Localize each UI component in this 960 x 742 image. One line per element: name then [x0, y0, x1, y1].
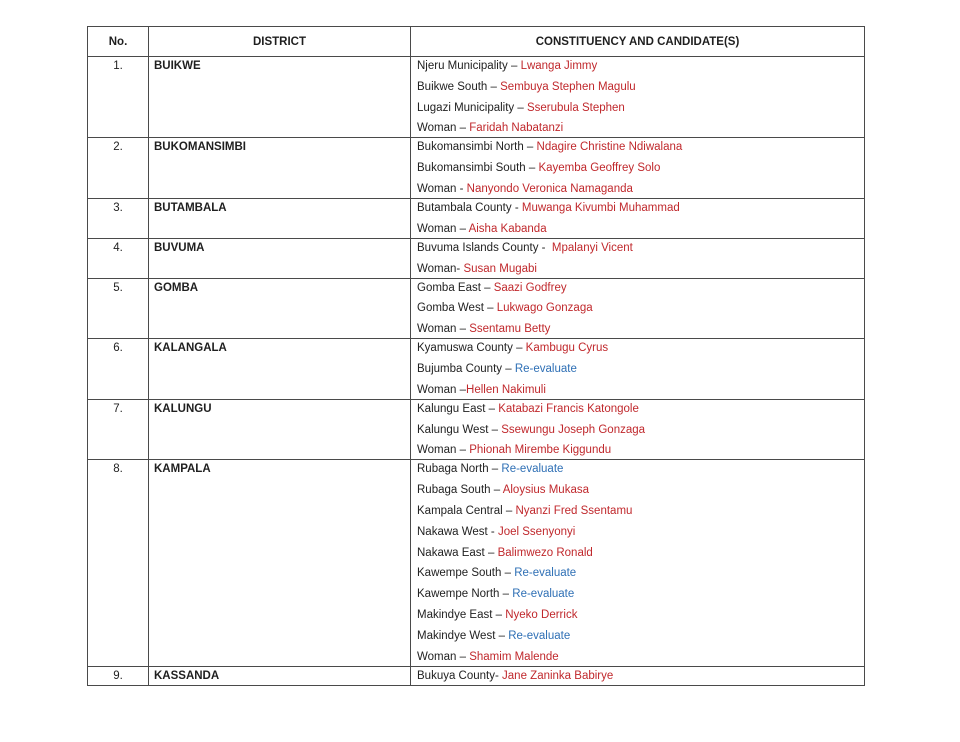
constituency-entry: [417, 421, 864, 442]
re-evaluate-status: Re-evaluate: [508, 629, 571, 642]
constituency-entry: [417, 260, 864, 278]
constituency-entry: [417, 460, 864, 481]
constituency-name: Woman: [417, 122, 457, 135]
constituency-entry: [417, 667, 864, 685]
district-name: BUKOMANSIMBI: [149, 138, 411, 199]
separator: –: [495, 629, 509, 642]
candidate-name: Nyanzi Fred Ssentamu: [515, 504, 633, 517]
constituency-name: Woman: [417, 222, 457, 235]
re-evaluate-status: Re-evaluate: [501, 463, 564, 476]
row-number: 4.: [88, 238, 149, 278]
constituency-name: Gomba East: [417, 281, 481, 294]
row-number: 6.: [88, 339, 149, 400]
candidate-name: Aisha Kabanda: [468, 222, 547, 235]
header-constituency: CONSTITUENCY AND CANDIDATE(S): [411, 27, 865, 57]
separator: –: [514, 101, 527, 114]
candidate-name: Mpalanyi Vicent: [551, 241, 633, 254]
separator: -: [511, 201, 522, 214]
constituency-name: Kalungu East: [417, 402, 486, 415]
candidate-name: Susan Mugabi: [463, 262, 537, 275]
constituency-name: Kalungu West: [417, 423, 489, 436]
row-number: 7.: [88, 399, 149, 460]
separator: –: [487, 80, 501, 93]
constituency-name: Makindye West: [417, 629, 496, 642]
constituency-name: Woman: [417, 182, 457, 195]
constituency-list: [411, 238, 865, 278]
constituency-list: [411, 57, 865, 138]
constituency-name: Bukomansimbi South: [417, 162, 526, 175]
table-row: [88, 138, 865, 199]
constituency-entry: [417, 502, 864, 523]
separator: –: [456, 444, 470, 457]
constituency-entry: [417, 606, 864, 627]
row-number: 8.: [88, 460, 149, 666]
constituency-entry: [417, 78, 864, 99]
separator: –: [523, 141, 537, 154]
candidate-name: Hellen Nakimuli: [466, 383, 546, 396]
re-evaluate-status: Re-evaluate: [514, 362, 577, 375]
constituency-entry: [417, 99, 864, 120]
constituency-entry: [417, 119, 864, 137]
table-row: [88, 666, 865, 685]
separator: -: [456, 182, 467, 195]
candidate-name: Jane Zaninka Babirye: [502, 669, 614, 682]
constituency-entry: [417, 339, 864, 360]
separator: –: [507, 60, 521, 72]
row-number: 2.: [88, 138, 149, 199]
constituency-name: Kawempe South: [417, 567, 502, 580]
constituency-name: Kyamuswa County: [417, 342, 513, 355]
separator: –: [499, 588, 513, 601]
constituency-entry: [417, 544, 864, 565]
candidate-name: Nyeko Derrick: [505, 608, 578, 621]
separator: -: [456, 262, 464, 275]
table-row: [88, 339, 865, 400]
candidate-name: Lukwago Gonzaga: [496, 302, 593, 315]
separator: –: [502, 504, 516, 517]
constituency-list: [411, 138, 865, 199]
table-row: [88, 57, 865, 138]
candidate-name: Phionah Mirembe Kiggundu: [469, 444, 612, 457]
candidates-table: [87, 26, 865, 686]
constituency-name: Woman: [417, 323, 457, 336]
re-evaluate-status: Re-evaluate: [514, 567, 577, 580]
constituency-name: Woman: [417, 444, 457, 457]
candidate-name: Balimwezo Ronald: [497, 546, 593, 559]
constituency-name: Bujumba County: [417, 362, 503, 375]
candidate-name: Lwanga Jimmy: [520, 60, 598, 72]
table-row: [88, 238, 865, 278]
constituency-entry: [417, 279, 864, 300]
constituency-name: Woman: [417, 650, 457, 663]
candidate-name: Katabazi Francis Katongole: [498, 402, 639, 415]
candidate-name: Saazi Godfrey: [493, 281, 567, 294]
candidate-name: Ssewungu Joseph Gonzaga: [501, 423, 646, 436]
separator: -: [538, 241, 552, 254]
separator: -: [487, 525, 498, 538]
candidate-name: Kayemba Geoffrey Solo: [538, 162, 661, 175]
constituency-list: [411, 460, 865, 666]
constituency-entry: [417, 381, 864, 399]
district-name: KASSANDA: [149, 666, 411, 685]
constituency-entry: [417, 320, 864, 338]
constituency-entry: [417, 523, 864, 544]
separator: -: [495, 669, 503, 682]
separator: –: [488, 423, 502, 436]
constituency-name: Butambala County: [417, 201, 512, 214]
constituency-name: Rubaga South: [417, 484, 491, 497]
candidate-name: Aloysius Mukasa: [502, 484, 589, 497]
constituency-name: Kawempe North: [417, 588, 500, 601]
candidate-name: Ndagire Christine Ndiwalana: [536, 141, 683, 154]
district-name: GOMBA: [149, 278, 411, 339]
constituency-entry: [417, 159, 864, 180]
constituency-name: Rubaga North: [417, 463, 489, 476]
constituency-entry: [417, 585, 864, 606]
candidate-name: Shamim Malende: [469, 650, 559, 663]
constituency-name: Bukomansimbi North: [417, 141, 524, 154]
district-name: BUTAMBALA: [149, 198, 411, 238]
constituency-name: Nakawa West: [417, 525, 488, 538]
row-number: 9.: [88, 666, 149, 685]
table-row: [88, 460, 865, 666]
separator: –: [484, 546, 498, 559]
constituency-entry: [417, 481, 864, 502]
district-name: KAMPALA: [149, 460, 411, 666]
constituency-entry: [417, 299, 864, 320]
constituency-name: Bukuya County: [417, 669, 495, 682]
constituency-name: Buvuma Islands County: [417, 241, 539, 254]
candidate-name: Sembuya Stephen Magulu: [500, 80, 636, 93]
constituency-name: Buikwe South: [417, 80, 488, 93]
constituency-list: [411, 399, 865, 460]
constituency-list: [411, 278, 865, 339]
header-no: No.: [88, 27, 149, 57]
candidate-name: Nanyondo Veronica Namaganda: [466, 182, 633, 195]
constituency-name: Nakawa East: [417, 546, 485, 559]
constituency-name: Gomba West: [417, 302, 484, 315]
constituency-entry: [417, 627, 864, 648]
separator: –: [485, 402, 499, 415]
separator: –: [512, 342, 526, 355]
constituency-name: Lugazi Municipality: [417, 101, 515, 114]
constituency-entry: [417, 180, 864, 198]
district-name: BUIKWE: [149, 57, 411, 138]
candidate-name: Kambugu Cyrus: [525, 342, 609, 355]
separator: –: [456, 222, 469, 235]
separator: –: [480, 281, 494, 294]
constituency-entry: [417, 220, 864, 238]
separator: –: [490, 484, 503, 497]
district-name: BUVUMA: [149, 238, 411, 278]
constituency-name: Woman: [417, 383, 457, 396]
separator: –: [456, 650, 470, 663]
separator: –: [492, 608, 506, 621]
constituency-entry: [417, 441, 864, 459]
constituency-name: Njeru Municipality: [417, 60, 508, 72]
candidate-name: Ssentamu Betty: [469, 323, 551, 336]
constituency-entry: [417, 138, 864, 159]
constituency-name: Woman: [417, 262, 457, 275]
constituency-name: Makindye East: [417, 608, 493, 621]
constituency-entry: [417, 239, 864, 260]
table-row: [88, 399, 865, 460]
separator: –: [488, 463, 502, 476]
header-district: DISTRICT: [149, 27, 411, 57]
header-row: [88, 27, 865, 57]
constituency-list: [411, 198, 865, 238]
candidate-name: Faridah Nabatanzi: [469, 122, 564, 135]
separator: –: [456, 122, 470, 135]
row-number: 1.: [88, 57, 149, 138]
separator: –: [501, 567, 515, 580]
constituency-entry: [417, 564, 864, 585]
separator: –: [525, 162, 539, 175]
constituency-list: [411, 339, 865, 400]
constituency-entry: [417, 400, 864, 421]
separator: –: [502, 362, 515, 375]
district-name: KALUNGU: [149, 399, 411, 460]
row-number: 5.: [88, 278, 149, 339]
constituency-entry: [417, 648, 864, 666]
constituency-name: Kampala Central: [417, 504, 503, 517]
constituency-entry: [417, 199, 864, 220]
separator: –: [456, 323, 470, 336]
separator: –: [456, 383, 467, 396]
constituency-list: [411, 666, 865, 685]
candidate-name: Muwanga Kivumbi Muhammad: [521, 201, 680, 214]
re-evaluate-status: Re-evaluate: [512, 588, 575, 601]
district-name: KALANGALA: [149, 339, 411, 400]
candidate-name: Sserubula Stephen: [526, 101, 625, 114]
constituency-entry: [417, 57, 864, 78]
constituency-entry: [417, 360, 864, 381]
table-body: [88, 57, 865, 686]
candidate-name: Joel Ssenyonyi: [497, 525, 576, 538]
separator: –: [483, 302, 497, 315]
row-number: 3.: [88, 198, 149, 238]
table-row: [88, 198, 865, 238]
table-row: [88, 278, 865, 339]
